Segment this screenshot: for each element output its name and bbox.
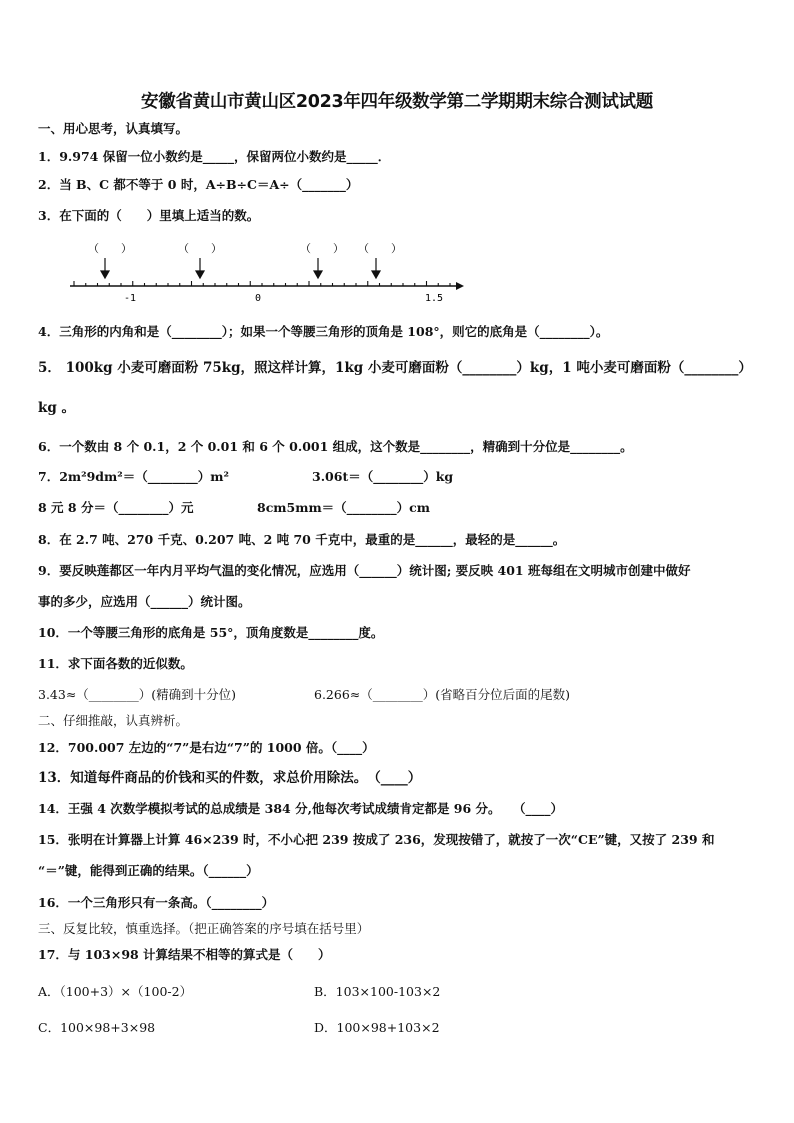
question-3: 3．在下面的（ ）里填上适当的数。	[38, 208, 260, 223]
section-1-heading: 一、用心思考，认真填写。	[38, 121, 189, 136]
question-2: 2．当 B、C 都不等于 0 时，A÷B÷C＝A÷（_______）	[38, 177, 359, 192]
question-5: 5． 100kg 小麦可磨面粉 75kg，照这样计算，1kg 小麦可磨面粉（________）kg，1 吨小麦可磨面粉（________）	[38, 360, 752, 376]
option-d: D．100×98+103×2	[314, 1020, 440, 1035]
question-8: 8．在 2.7 吨、270 千克、0.207 吨、2 吨 70 千克中，最重的是______，最轻的是______。	[38, 532, 566, 547]
question-7c: 8 元 8 分＝（________）元	[38, 500, 194, 515]
option-b: B．103×100-103×2	[314, 984, 441, 999]
arrow-icon	[101, 258, 380, 278]
question-13: 13．知道每件商品的价钱和买的件数，求总价用除法。 （____）	[38, 770, 422, 786]
question-5-cont: kg 。	[38, 400, 75, 416]
question-7b: 3.06t＝（________）kg	[312, 469, 454, 484]
number-line-figure	[60, 238, 480, 306]
question-14: 14．王强 4 次数学模拟考试的总成绩是 384 分,他每次考试成绩肯定都是 96 分。 （____）	[38, 801, 564, 816]
question-10: 10．一个等腰三角形的底角是 55°，顶角度数是________度。	[38, 625, 384, 640]
number-line-blank-4: （ ）	[358, 242, 402, 255]
question-11a: 3.43≈（________）(精确到十分位)	[38, 687, 237, 702]
question-15-cont: “＝”键，能得到正确的结果。（______）	[38, 863, 259, 878]
question-1: 1．9.974 保留一位小数约是_____，保留两位小数约是_____．	[38, 149, 391, 164]
question-11: 11．求下面各数的近似数。	[38, 656, 193, 671]
question-17: 17．与 103×98 计算结果不相等的算式是（ ）	[38, 947, 331, 962]
tick-label-1-5: 1.5	[424, 293, 444, 304]
question-6: 6．一个数由 8 个 0.1，2 个 0.01 和 6 个 0.001 组成，这个数是________，精确到十分位是________。	[38, 439, 633, 454]
section-2-heading: 二、仔细推敲，认真辨析。	[38, 713, 189, 728]
question-16: 16．一个三角形只有一条高。（________）	[38, 895, 275, 910]
question-12: 12．700.007 左边的“7”是右边“7”的 1000 倍。（____）	[38, 740, 375, 755]
question-9-cont: 事的多少，应选用（______）统计图。	[38, 594, 251, 609]
tick-label-0: 0	[254, 293, 262, 304]
question-11b: 6.266≈（________）(省略百分位后面的尾数)	[314, 687, 571, 702]
section-3-heading: 三、反复比较，慎重选择。（把正确答案的序号填在括号里）	[38, 921, 370, 936]
question-15: 15．张明在计算器上计算 46×239 时，不小心把 239 按成了 236，发现按错了，就按了一次“CE”键，又按了 239 和	[38, 832, 715, 847]
question-4: 4．三角形的内角和是（________）；如果一个等腰三角形的顶角是 108°，则它的底角是（________）。	[38, 324, 609, 339]
number-line-blank-2: （ ）	[178, 242, 222, 255]
option-a: A．（100+3）×（100-2）	[38, 984, 193, 999]
number-line-blank-1: （ ）	[88, 242, 132, 255]
question-7d: 8cm5mm＝（________）cm	[257, 500, 431, 515]
question-7a: 7．2m²9dm²＝（________）m²	[38, 469, 229, 484]
option-c: C．100×98+3×98	[38, 1020, 156, 1035]
axis-arrow-icon	[456, 282, 464, 290]
page-title: 安徽省黄山市黄山区2023年四年级数学第二学期期末综合测试试题	[141, 92, 653, 112]
tick-label-neg1: -1	[123, 293, 137, 304]
number-line-blank-3: （ ）	[300, 242, 344, 255]
question-9: 9．要反映莲都区一年内月平均气温的变化情况，应选用（______）统计图; 要反映 401 班每组在文明城市创建中做好	[38, 563, 691, 578]
